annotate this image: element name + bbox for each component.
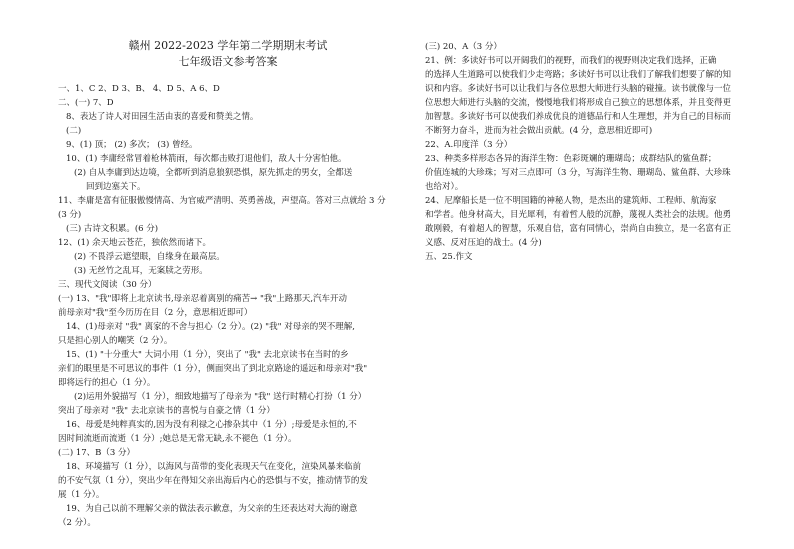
right-answer-line: 也给对）。	[425, 182, 464, 192]
left-answer-line: 18、环境描写（1 分），以海风与苗带的变化表现天气在变化，渲染风暴来临前	[66, 462, 362, 472]
right-answer-line: 21、例：多读好书可以开阔我们的视野，而我们的视野则决定我们选择，正确	[425, 56, 717, 66]
left-answer-line: 12、(1) 余天地云苍茫，独依然而诸下。	[58, 238, 212, 248]
left-answer-line: (3) 无丝竹之乱耳，无案牍之劳形。	[74, 266, 208, 276]
left-answer-line: 8、表达了诗人对田园生活由衷的喜爱和赞美之情。	[66, 112, 259, 122]
answer-subtitle: 七年级语文参考答案	[178, 55, 278, 68]
right-answer-line: 价值连城的大珍珠；写对三点即可（3 分，写海洋生物、珊瑚岛、鲨鱼群、大珍珠	[425, 168, 731, 178]
left-answer-line: 回到边塞关下。	[86, 182, 146, 192]
left-answer-line: 三、现代文阅读（30 分）	[58, 280, 157, 290]
right-answer-line: (三) 20、A（3 分）	[425, 42, 502, 52]
left-answer-list	[58, 82, 398, 530]
right-answer-line: 识和内容。多读好书可以让我们与各位思想大师进行头脑的碰撞。读书就像与一位	[425, 84, 732, 94]
left-answer-line: 只是担心别人的嘲笑（2 分）。	[58, 336, 173, 346]
left-answer-line: (2)运用外貌描写（1 分），细致地描写了母亲为 "我" 送行时精心打扮（1 分）	[74, 392, 367, 402]
left-answer-line: 二、(一) 7、D	[58, 98, 114, 108]
left-answer-line: 11、李庸是富有征服傲慢情高、为官威严清明、英勇善战，声望高。答对三点就给 3 分	[58, 196, 386, 206]
right-answer-line: 义感、反对压迫的战士。(4 分)	[425, 238, 542, 248]
right-answer-list	[425, 40, 765, 264]
left-answer-line: (2) 不畏浮云遮望眼，自缘身在最高层。	[74, 252, 225, 262]
left-answer-line: 10、(1) 李庸经常冒着枪林箭雨，每次都击败打退他们，敌人十分害怕他。	[66, 154, 347, 164]
left-answer-line: 的不安气氛（1 分），突出少年在得知父亲出海后内心的恐惧与不安，推动情节的发	[58, 476, 368, 486]
left-answer-line: (2) 自从李庸到达边境，全都听到消息狼狈恐惧，原先抓走的男女，全都送	[74, 168, 353, 178]
exam-title: 赣州 2022-2023 学年第二学期期末考试	[128, 39, 328, 52]
right-answer-line: 22、A.印度洋（3 分）	[425, 140, 513, 150]
left-answer-line: (3 分)	[58, 210, 82, 220]
left-answer-line: 15、(1) "十分重大" 大词小用（1 分），突出了 "我" 去北京读书在当时的乡	[66, 350, 349, 360]
left-answer-line: 前母亲对"我"至今历历在目（2 分，意思相近即可）	[58, 308, 253, 318]
left-answer-line: 一、1、C 2、D 3、B、 4、D 5、A 6、D	[58, 84, 220, 94]
left-answer-line: 即将远行的担心（1 分）。	[58, 378, 156, 388]
left-answer-line: 9、(1) 顶； (2) 多次； (3) 曾经。	[66, 140, 198, 150]
left-answer-line: （2 分）。	[58, 518, 96, 528]
left-answer-line: 突出了母亲对 "我" 去北京读书的喜悦与自豪之情（1 分）	[58, 406, 275, 416]
left-answer-line: 展（1 分）。	[58, 490, 105, 500]
right-answer-line: 和学者。他身材高大，目光犀利，有着哲人般的沉静，蔑视人类社会的法规。他勇	[425, 210, 732, 220]
right-answer-line: 敢刚毅，有着超人的智慧，乐观自信，富有同情心，崇尚自由独立，是一名富有正	[425, 224, 732, 234]
right-answer-line: 23、种类多样形态各异的海洋生物：色彩斑斓的珊瑚岛；成群结队的鲨鱼群；	[425, 154, 717, 164]
right-answer-line: 位思想大师进行头脑的交流，慢慢地我们将形成自己独立的思想体系，并且变得更	[425, 98, 732, 108]
right-answer-line: 的选择人生道路可以使我们少走弯路；多读好书可以让我们了解我们想要了解的知	[425, 70, 732, 80]
left-answer-line: (一) 13、"我"即将上北京读书,母亲忍着离别的痛苦→ "我"上路那天,汽车开动	[58, 294, 348, 304]
right-answer-line: 五、25.作文	[425, 252, 473, 262]
left-answer-line: (二) 17、B（3 分）	[58, 448, 136, 458]
right-answer-line: 加智慧。多读好书可以使我们养成优良的道德品行和人生理想，并为自己的目标而	[425, 112, 732, 122]
right-answer-line: 24、尼摩船长是一位不明国籍的神秘人物，是杰出的建筑师、工程师、航海家	[425, 196, 717, 206]
left-answer-line: 19、为自己以前不理解父亲的做法表示歉意，为父亲的生还表达对大海的谢意	[66, 504, 358, 514]
left-answer-line: (三) 古诗文积累。(6 分)	[66, 224, 159, 234]
left-answer-line: 因时间流逝而流逝（1 分）;她总是无常无缺,永不褪色（1 分）。	[58, 434, 297, 444]
left-answer-line: 亲们的眼里是不可思议的事件（1 分），侧面突出了到北京路途的遥远和母亲对"我"	[58, 364, 368, 374]
right-answer-line: 不断努力奋斗，进而为社会做出贡献。(4 分，意思相近即可)	[425, 126, 653, 136]
left-answer-line: 16、母爱是纯粹真实的,因为没有利禄之心掺杂其中（1 分）;母爱是永恒的,不	[66, 420, 357, 430]
left-answer-line: 14、(1)母亲对 "我" 离家的不舍与担心（2 分）。(2) "我" 对母亲的哭不理解,	[66, 322, 355, 332]
left-column	[58, 0, 398, 530]
left-answer-line: (二)	[66, 126, 82, 136]
right-column	[425, 0, 765, 264]
